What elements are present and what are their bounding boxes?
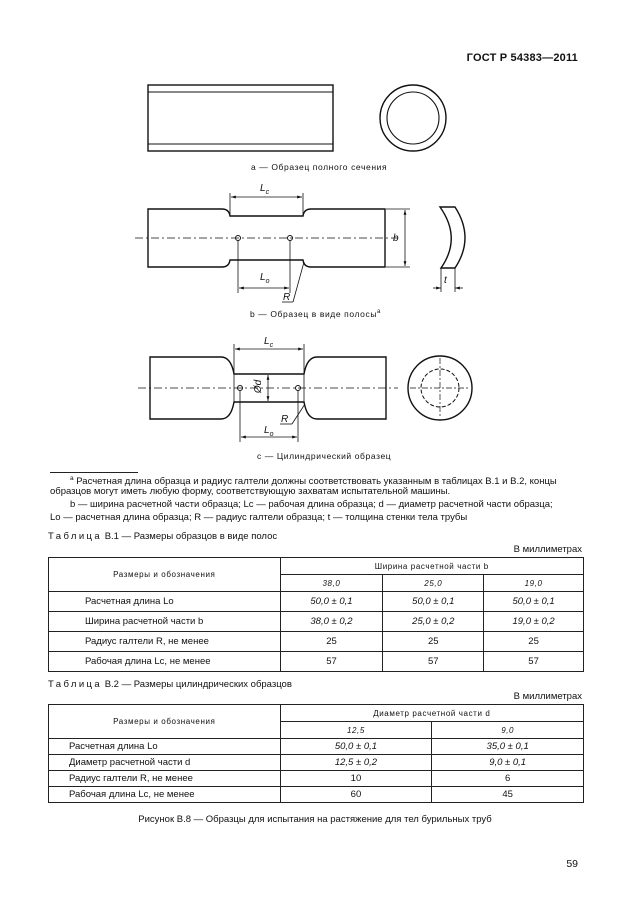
cell-value: 25,0 ± 0,2 xyxy=(383,612,484,632)
table-row xyxy=(49,612,584,632)
t-label: t xyxy=(444,275,447,286)
cell-value: 57 xyxy=(484,652,584,672)
lo-label-c: $L_o$ xyxy=(264,425,274,438)
cell-value: 10 xyxy=(280,771,432,787)
footnote-line-4: Lo — расчетная длина образца; R — радиус галтели образца; t — толщина стенки тела трубы xyxy=(50,512,468,523)
row-name: Радиус галтели R, не менее xyxy=(49,632,281,652)
row-name: Диаметр расчетной части d xyxy=(49,755,281,771)
panel-c-drawing xyxy=(138,344,472,442)
row-name: Рабочая длина Lc, не менее xyxy=(49,652,281,672)
table-row xyxy=(49,771,584,787)
table2-col-header: Размеры и обозначения xyxy=(49,705,281,739)
table2-diameter-cell: 12,5 xyxy=(280,722,432,739)
r-label-c: R xyxy=(281,414,289,425)
footnote-line-2: образцов могут иметь любую форму, соответствующую захватам испытательной машины. xyxy=(50,486,451,497)
cell-value: 12,5 ± 0,2 xyxy=(280,755,432,771)
figure-caption: Рисунок В.8 — Образцы для испытания на растяжение для тел бурильных труб xyxy=(138,814,492,825)
lc-label-c: $L_c$ xyxy=(264,336,274,349)
page-number: 59 xyxy=(566,858,578,870)
b-label: b xyxy=(393,233,399,244)
table-row xyxy=(49,632,584,652)
standard-header: ГОСТ Р 54383—2011 xyxy=(466,52,578,64)
table-row xyxy=(49,592,584,612)
cell-value: 50,0 ± 0,1 xyxy=(280,739,432,755)
cell-value: 25 xyxy=(484,632,584,652)
panel-c-caption: с — Цилиндрический образец xyxy=(257,451,392,461)
panel-b-caption: b — Образец в виде полосы$^а$ xyxy=(250,309,381,319)
row-name: Радиус галтели R, не менее xyxy=(49,771,281,787)
cell-value: 50,0 ± 0,1 xyxy=(484,592,584,612)
table1-col-header: Размеры и обозначения xyxy=(49,558,281,592)
r-label-b: R xyxy=(283,292,291,303)
lo-label-b: $L_o$ xyxy=(260,272,270,285)
table1-width-cell: 19,0 xyxy=(484,575,584,592)
cell-value: 57 xyxy=(383,652,484,672)
cell-value: 6 xyxy=(432,771,584,787)
row-name: Ширина расчетной части b xyxy=(49,612,281,632)
table1-width-cell: 38,0 xyxy=(280,575,383,592)
row-name: Рабочая длина Lc, не менее xyxy=(49,787,281,803)
footnote-line-1: $^а$ Расчетная длина образца и радиус галтели должны соответствовать указанным в таблицах В.1 и В.2, концы xyxy=(70,475,557,488)
d-label: Ød xyxy=(253,379,265,394)
table2-units: В миллиметрах xyxy=(513,691,582,702)
table1-units: В миллиметрах xyxy=(513,544,582,555)
panel-a-drawing xyxy=(148,85,446,151)
table1-title: Таблица В.1 — Размеры образцов в виде полос xyxy=(48,531,278,542)
cell-value: 57 xyxy=(280,652,383,672)
cell-value: 25 xyxy=(280,632,383,652)
table-row xyxy=(49,652,584,672)
row-name: Расчетная длина Lo xyxy=(49,592,281,612)
footnote-line-3: b — ширина расчетной части образца; Lc — рабочая длина образца; d — диаметр расчетной части образца; xyxy=(70,499,553,510)
cell-value: 9,0 ± 0,1 xyxy=(432,755,584,771)
cell-value: 35,0 ± 0,1 xyxy=(432,739,584,755)
table-row xyxy=(49,755,584,771)
table2-diameter-cell: 9,0 xyxy=(432,722,584,739)
cell-value: 60 xyxy=(280,787,432,803)
table2-title: Таблица В.2 — Размеры цилиндрических образцов xyxy=(48,679,292,690)
cell-value: 45 xyxy=(432,787,584,803)
cell-value: 25 xyxy=(383,632,484,652)
table1-width-cell: 25,0 xyxy=(383,575,484,592)
table1 xyxy=(48,557,584,672)
panel-a-caption: а — Образец полного сечения xyxy=(251,162,388,172)
lc-label-b: $L_c$ xyxy=(260,183,270,196)
cell-value: 50,0 ± 0,1 xyxy=(383,592,484,612)
table2 xyxy=(48,704,584,803)
table-row xyxy=(49,787,584,803)
table2-group-header: Диаметр расчетной части d xyxy=(280,705,583,722)
table-row xyxy=(49,739,584,755)
cell-value: 50,0 ± 0,1 xyxy=(280,592,383,612)
panel-b-drawing xyxy=(135,193,465,302)
cell-value: 38,0 ± 0,2 xyxy=(280,612,383,632)
table1-group-header: Ширина расчетной части b xyxy=(280,558,583,575)
row-name: Расчетная длина Lo xyxy=(49,739,281,755)
cell-value: 19,0 ± 0,2 xyxy=(484,612,584,632)
